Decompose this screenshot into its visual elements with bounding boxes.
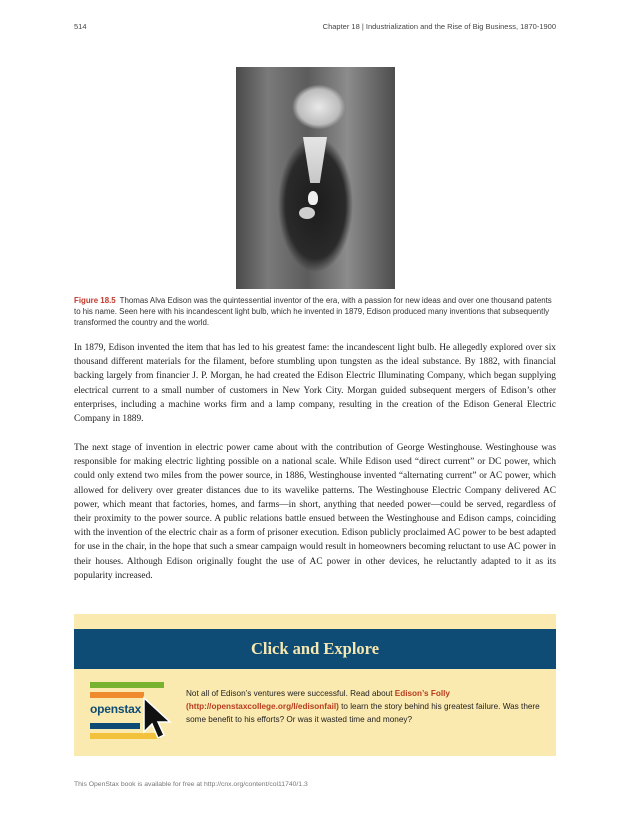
click-and-explore-box xyxy=(74,614,556,756)
explore-title: Click and Explore xyxy=(250,639,380,658)
logo-wordmark: openstax xyxy=(90,702,142,716)
explore-text-before: Not all of Edison’s ventures were successful. Read about xyxy=(186,689,395,698)
page-footer: This OpenStax book is available for free at http://cnx.org/content/col11740/1.3 xyxy=(74,781,308,788)
photo-hand xyxy=(299,207,315,219)
figure-caption xyxy=(74,295,556,328)
explore-text-after: to learn the story behind his greatest failure. Was there some benefit to his efforts? Or was it wasted time and money? xyxy=(186,702,540,724)
edison-photo xyxy=(236,67,395,289)
body-paragraph-1: In 1879, Edison invented the item that has led to his greatest fame: the incandescent light bulb. He allegedly explored over six thousand different materials for the filament, before stumbling upon tungsten as the ideal substance. By 1882, with financial backing largely from financier J. P. Morgan, he had created the Edison Electric Illuminating Company, which began supplying electrical current to a small number of customers in New York City. Morgan guided subsequent mergers of Edison’s other enterprises, including a machine works firm and a lamp company, resulting in the creation of the Edison General Electric Company in 1889. xyxy=(74,343,556,425)
explore-title-bar xyxy=(74,629,556,669)
figure-caption-text: Thomas Alva Edison was the quintessential inventor of the era, with a passion for new ideas and over one thousand patents to his name. Seen here with his incandescent light bulb, which he invented in 1879, Edison produced many inventions that subsequently transformed the country and the world. xyxy=(74,296,552,327)
light-bulb-icon xyxy=(308,191,318,205)
photo-shirt xyxy=(303,137,327,183)
figure-label: Figure 18.5 xyxy=(74,296,116,305)
body-paragraph-2: The next stage of invention in electric power came about with the contribution of George Westinghouse. Westinghouse was responsible for making electric lighting possible on a national scale. While Edison used “direct current” or DC power, which could only extend two miles from the power source, in 1886, Westinghouse invented “alternating current” or AC power, which allowed for delivery over greater distances due to its wavelike patterns. The Westinghouse Electric Company delivered AC power, which meant that factories, homes, and farms—in short, anything that needed power—could be served, regardless of their proximity to the power source. A public relations battle ensued between the Westinghouse and Edison camps, coinciding with the invention of the electric chair as a form of prisoner execution. Edison publicly proclaimed AC power to be best adapted for use in the chair, in the hope that such a smear campaign would result in homeowners becoming reluctant to use AC power in their houses. Although Edison originally fought the use of AC power in other devices, he reluctantly adapted to it as its popularity increased. xyxy=(74,443,556,581)
page-number: 514 xyxy=(74,22,87,31)
logo-stripe-blue xyxy=(90,723,140,729)
openstax-logo xyxy=(90,682,170,740)
cursor-arrow-icon xyxy=(142,696,172,740)
logo-stripe-orange xyxy=(90,692,144,698)
chapter-title: Chapter 18 | Industrialization and the Rise of Big Business, 1870-1900 xyxy=(322,22,556,31)
edisons-folly-link[interactable]: Edison’s Folly (http://openstaxcollege.org/l/edisonfail) xyxy=(186,689,450,711)
explore-text xyxy=(186,687,546,726)
logo-stripe-green xyxy=(90,682,164,688)
